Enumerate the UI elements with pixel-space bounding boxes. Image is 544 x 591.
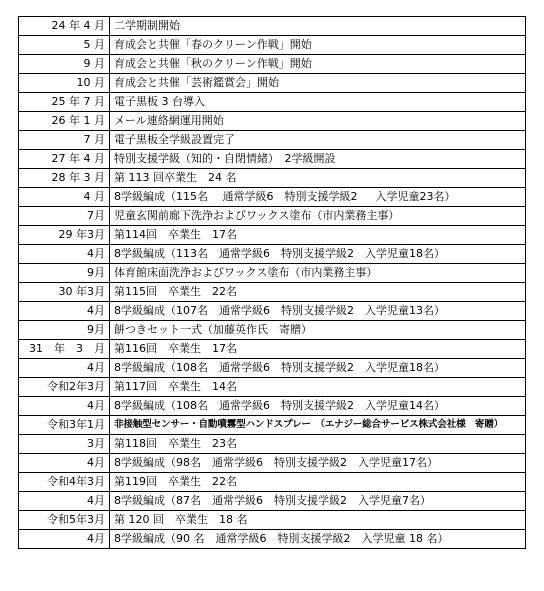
row-event-cell: 餅つきセット一式（加藤英作氏 寄贈）: [110, 321, 526, 340]
table-row: [19, 93, 526, 112]
row-event-cell: 8学級編成（98名 通常学級6 特別支援学級2 入学児童17名）: [110, 454, 526, 473]
table-row: [19, 17, 526, 36]
row-event-cell: 8学級編成（113名 通常学級6 特別支援学級2 入学児童18名）: [110, 245, 526, 264]
table-row: [19, 55, 526, 74]
table-row: [19, 264, 526, 283]
row-date-cell: 25 年 7 月: [19, 93, 110, 112]
table-row: [19, 378, 526, 397]
table-row: [19, 207, 526, 226]
row-event-cell: 8学級編成（115名 通常学級6 特別支援学級2 入学児童23名）: [110, 188, 526, 207]
row-date-cell: 4 月: [19, 188, 110, 207]
row-date-cell: 24 年 4 月: [19, 17, 110, 36]
row-date-cell: 7 月: [19, 131, 110, 150]
row-date-cell: 4月: [19, 397, 110, 416]
table-row: [19, 530, 526, 549]
row-event-cell: 体育館床面洗浄およびワックス塗布（市内業務主事）: [110, 264, 526, 283]
history-table-body: [19, 17, 526, 549]
table-row: [19, 416, 526, 435]
row-event-cell: 第 113 回卒業生 24 名: [110, 169, 526, 188]
row-date-cell: 9月: [19, 264, 110, 283]
row-event-cell: 電子黒板 3 台導入: [110, 93, 526, 112]
row-event-cell: 第115回 卒業生 22名: [110, 283, 526, 302]
row-event-cell: 第117回 卒業生 14名: [110, 378, 526, 397]
table-row: [19, 454, 526, 473]
row-date-cell: 30 年3月: [19, 283, 110, 302]
row-date-cell: 28 年 3 月: [19, 169, 110, 188]
table-row: [19, 245, 526, 264]
row-event-cell: 二学期制開始: [110, 17, 526, 36]
table-row: [19, 169, 526, 188]
table-row: [19, 188, 526, 207]
table-row: [19, 226, 526, 245]
table-row: [19, 321, 526, 340]
row-date-cell: 9月: [19, 321, 110, 340]
row-event-cell: 児童玄関前廊下洗浄およびワックス塗布（市内業務主事）: [110, 207, 526, 226]
row-event-cell: 第119回 卒業生 22名: [110, 473, 526, 492]
table-row: [19, 131, 526, 150]
row-event-cell: 育成会と共催「芸術鑑賞会」開始: [110, 74, 526, 93]
table-row: [19, 511, 526, 530]
row-event-cell: 第116回 卒業生 17名: [110, 340, 526, 359]
table-row: [19, 473, 526, 492]
row-date-cell: 26 年 1 月: [19, 112, 110, 131]
row-date-cell: 4月: [19, 302, 110, 321]
row-event-cell: 第 120 回 卒業生 18 名: [110, 511, 526, 530]
row-date-cell: 27 年 4 月: [19, 150, 110, 169]
row-event-cell: 育成会と共催「春のクリーン作戦」開始: [110, 36, 526, 55]
row-event-cell: 特別支援学級（知的・自閉情緒） 2学級開設: [110, 150, 526, 169]
table-row: [19, 74, 526, 93]
row-event-cell: 非接触型センサー・自動噴霧型ハンドスプレー （エナジー総合サービス株式会社様 寄贈）: [110, 416, 526, 435]
table-row: [19, 359, 526, 378]
table-row: [19, 283, 526, 302]
row-date-cell: 4月: [19, 492, 110, 511]
row-date-cell: 令和4年3月: [19, 473, 110, 492]
table-row: [19, 112, 526, 131]
row-date-cell: 4月: [19, 530, 110, 549]
row-event-cell: 8学級編成（107名 通常学級6 特別支援学級2 入学児童13名）: [110, 302, 526, 321]
row-date-cell: 令和2年3月: [19, 378, 110, 397]
table-row: [19, 492, 526, 511]
row-date-cell: 令和5年3月: [19, 511, 110, 530]
table-row: [19, 36, 526, 55]
table-row: [19, 150, 526, 169]
row-date-cell: 5 月: [19, 36, 110, 55]
row-date-cell: 4月: [19, 454, 110, 473]
row-date-cell: 7月: [19, 207, 110, 226]
row-event-cell: メール連絡網運用開始: [110, 112, 526, 131]
row-date-cell: 4月: [19, 359, 110, 378]
row-event-cell: 8学級編成（90 名 通常学級6 特別支援学級2 入学児童 18 名）: [110, 530, 526, 549]
table-row: [19, 397, 526, 416]
row-event-cell: 電子黒板全学級設置完了: [110, 131, 526, 150]
row-date-cell: 29 年3月: [19, 226, 110, 245]
row-event-cell: 第118回 卒業生 23名: [110, 435, 526, 454]
row-date-cell: 10 月: [19, 74, 110, 93]
table-row: [19, 435, 526, 454]
school-history-table: [18, 16, 526, 549]
row-date-cell: 4月: [19, 245, 110, 264]
row-date-cell: 3月: [19, 435, 110, 454]
row-event-cell: 第114回 卒業生 17名: [110, 226, 526, 245]
row-date-cell: 令和3年1月: [19, 416, 110, 435]
table-row: [19, 340, 526, 359]
row-date-cell: 9 月: [19, 55, 110, 74]
row-event-cell: 8学級編成（108名 通常学級6 特別支援学級2 入学児童18名）: [110, 359, 526, 378]
row-event-cell: 8学級編成（87名 通常学級6 特別支援学級2 入学児童7名）: [110, 492, 526, 511]
row-date-cell: 31 年 3 月: [19, 340, 110, 359]
row-event-cell: 8学級編成（108名 通常学級6 特別支援学級2 入学児童14名）: [110, 397, 526, 416]
table-row: [19, 302, 526, 321]
row-event-cell: 育成会と共催「秋のクリーン作戦」開始: [110, 55, 526, 74]
